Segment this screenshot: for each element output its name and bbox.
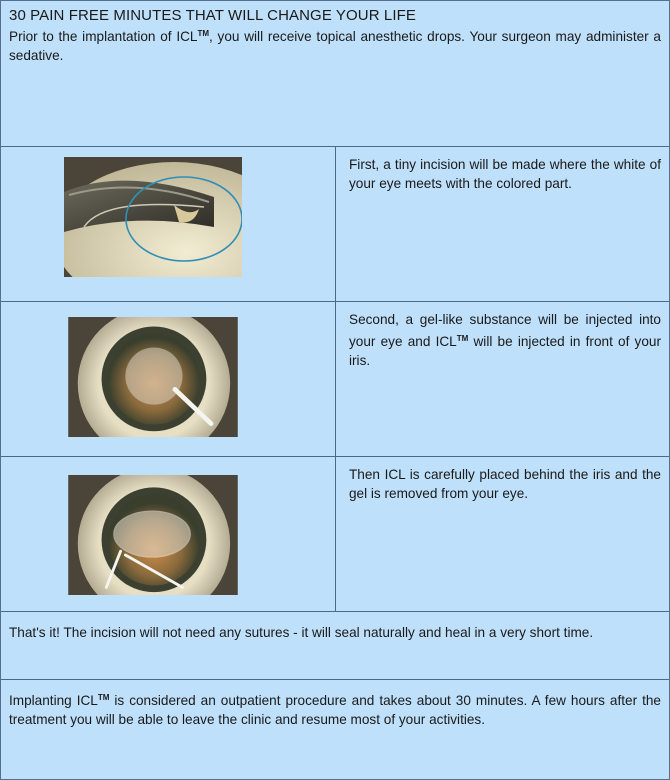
outpatient-section [1, 680, 669, 779]
step-row-2 [1, 302, 669, 456]
step-text-1: First, a tiny incision will be made where the white of your eye meets with the colored part. [349, 157, 661, 191]
step-2-text-a: Second, a gel-like substance will be injected into your eye and ICL [349, 312, 661, 349]
outpatient-text [9, 688, 661, 729]
step-row-1 [1, 147, 669, 301]
step-2-text-b: will be injected in front of your iris. [349, 334, 661, 368]
trademark-mark: TM [456, 334, 469, 343]
conclusion-text: That's it! The incision will not need any sutures - it will seal naturally and heal in a very short time. [9, 625, 594, 640]
intro-text-b: , you will receive topical anesthetic drops. Your surgeon may administer a sedative. [9, 29, 661, 63]
incision-eye-image [64, 157, 242, 277]
lens-placement-eye-image [64, 475, 242, 595]
trademark-mark: TM [97, 693, 110, 702]
step-row-3 [1, 457, 669, 611]
outpatient-text-a: Implanting ICL [9, 693, 98, 708]
intro-paragraph [9, 24, 661, 65]
page-title: 30 PAIN FREE MINUTES THAT WILL CHANGE YOUR LIFE [9, 7, 417, 24]
step-text-3: Then ICL is carefully placed behind the iris and the gel is removed from your eye. [349, 467, 661, 501]
trademark-mark: TM [197, 29, 210, 38]
step-text-2 [349, 310, 661, 370]
gel-injection-eye-image [64, 317, 242, 437]
intro-section [1, 1, 669, 146]
conclusion-section [1, 612, 669, 679]
outpatient-text-b: is considered an outpatient procedure and takes about 30 minutes. A few hours after the treatment you will be able to leave the clinic and resume most of your activities. [9, 693, 661, 727]
intro-text-a: Prior to the implantation of ICL [9, 29, 198, 44]
